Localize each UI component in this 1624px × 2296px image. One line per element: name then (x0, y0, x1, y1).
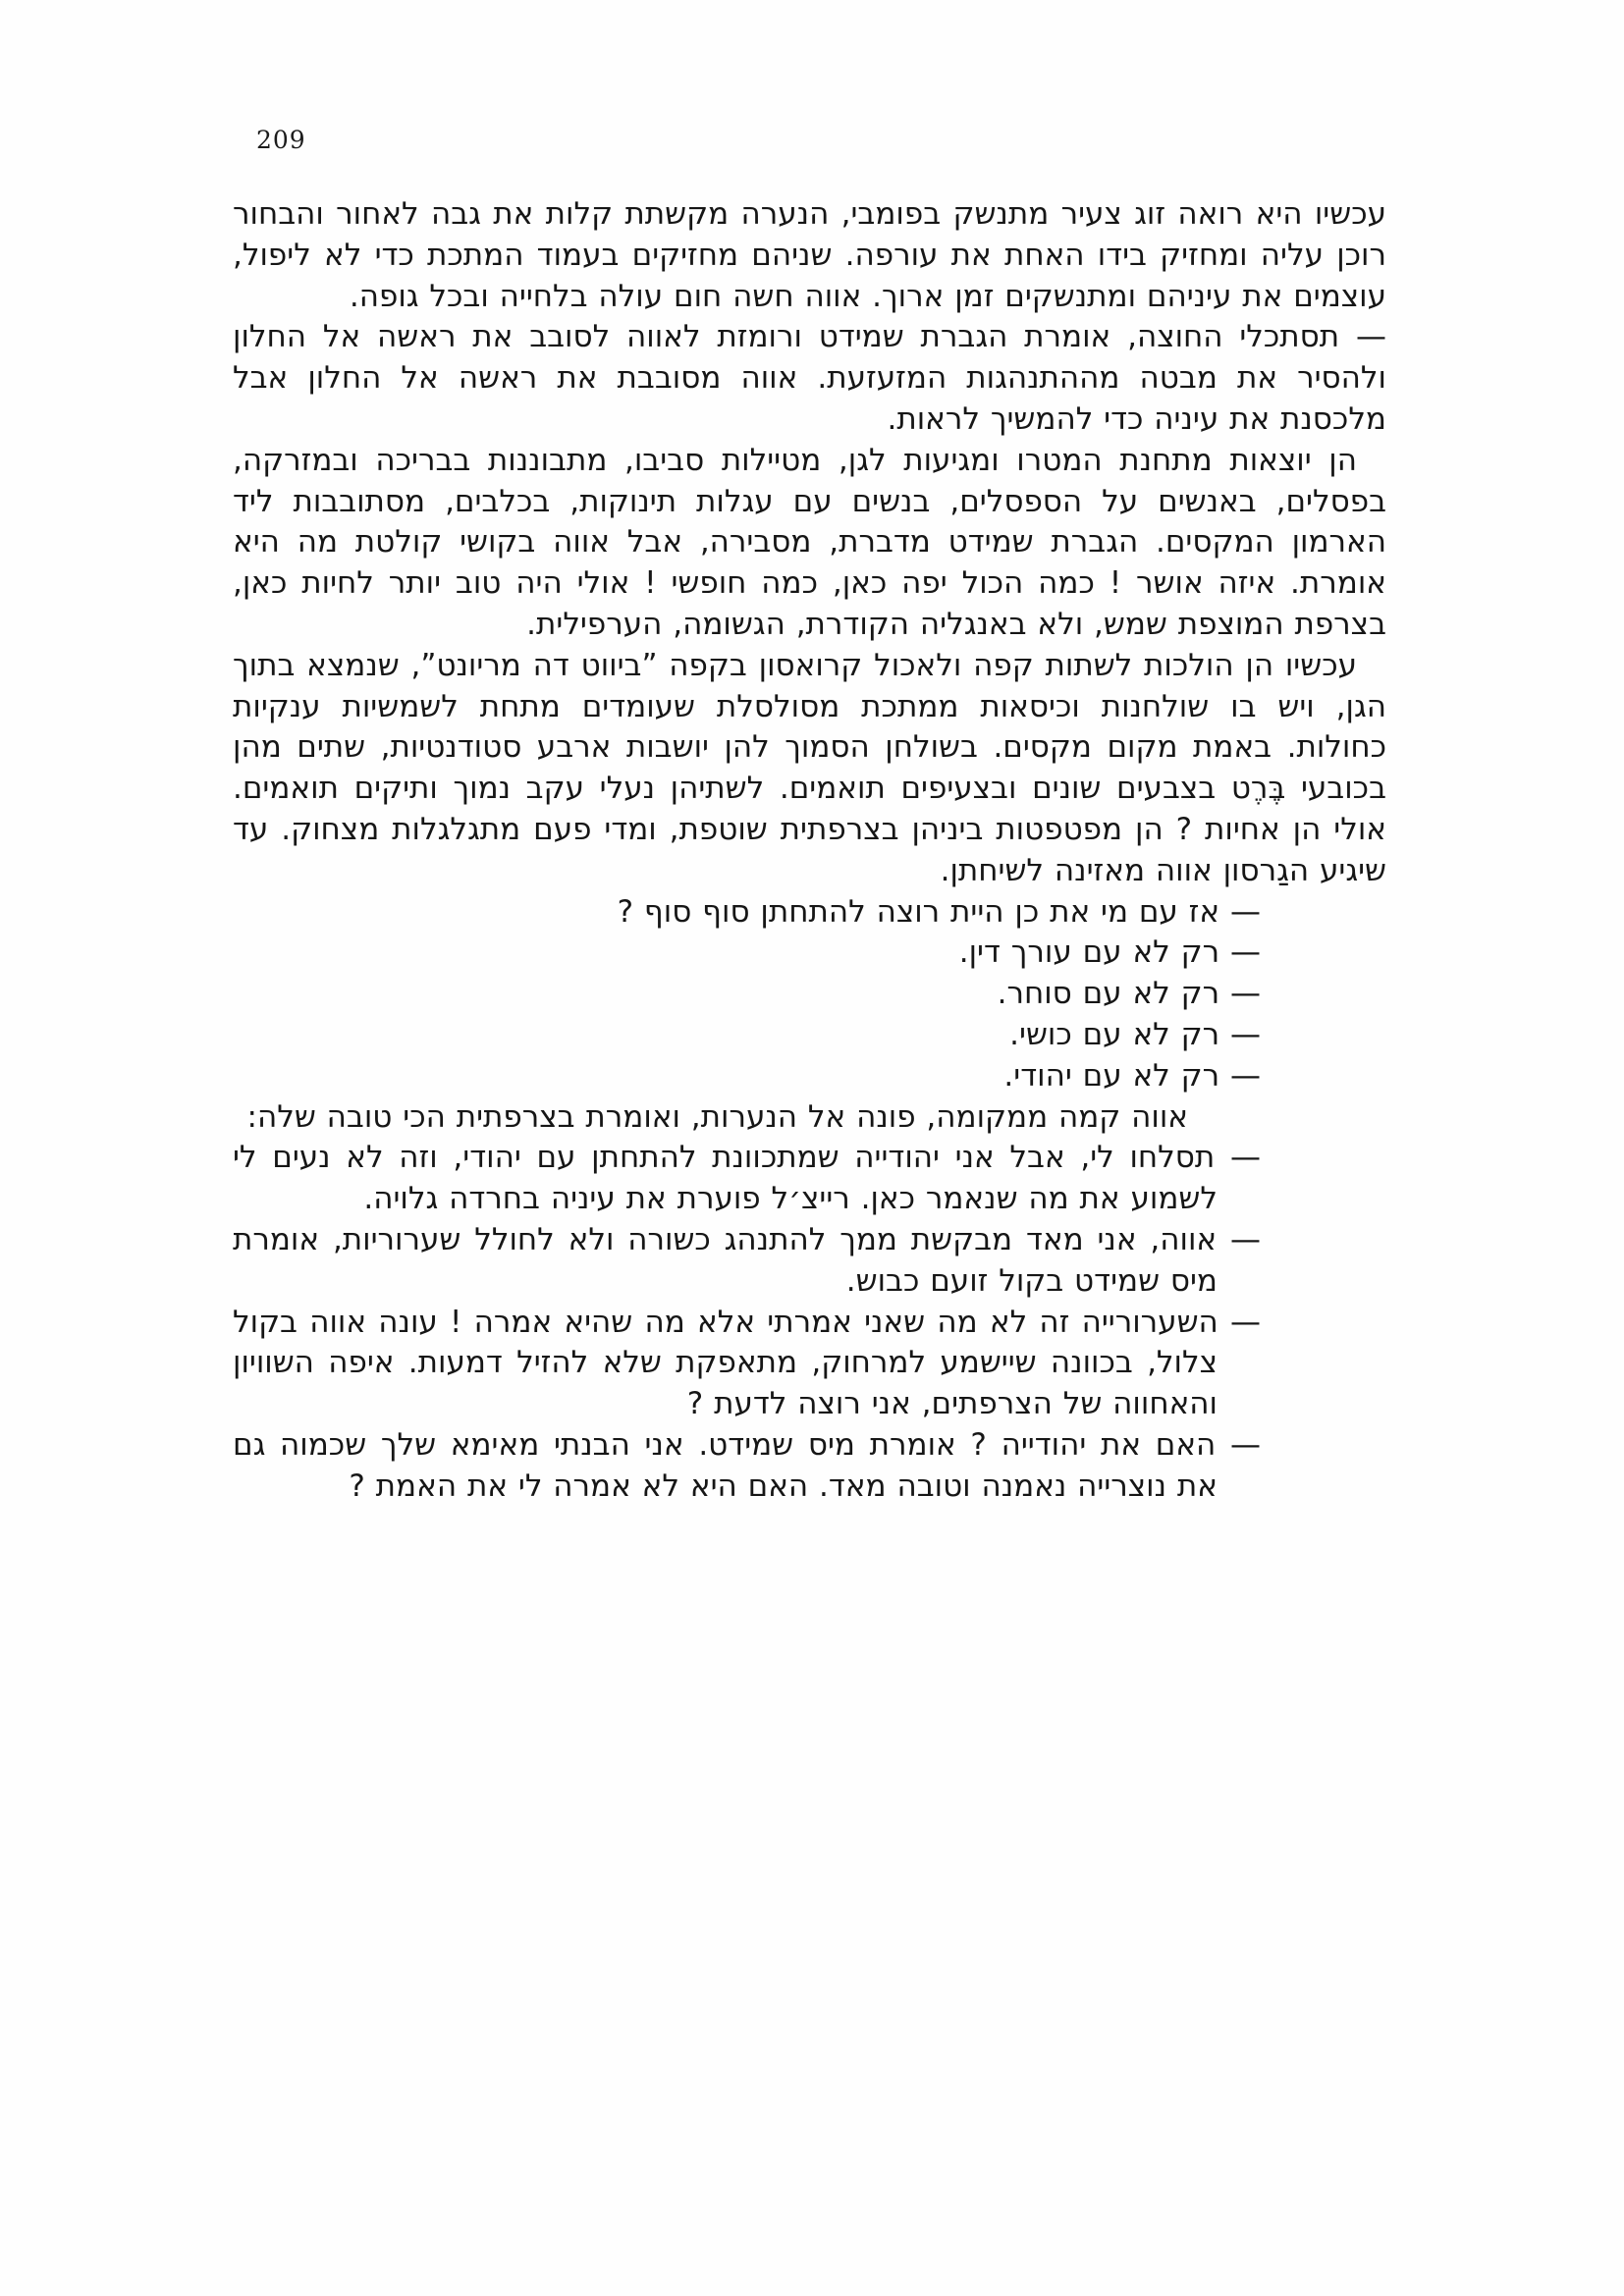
narrative-paragraph-kissing-couple: עכשיו היא רואה זוג צעיר מתנשק בפומבי, הנערה מקשתת קלות את גבה לאחור והבחור רוכן עליה ומחזיק בידו האחת את עורפה. שניהם מחזיקים בעמוד המתכת כדי לא ליפול, עוצמים את עיניהם ומתנשקים זמן ארוך. אווה חשה חום עולה בלחייה ובכל גופה. (233, 196, 1386, 314)
dialogue-line-not-a-lawyer: — רק לא עם עורך דין. (958, 934, 1261, 971)
dialogue-line-the-scandal: — השערורייה זה לא מה שאני אמרתי אלא מה שהיא אמרה ! עונה אווה בקול צלול, בכוונה שיישמע למרחוק, מתאפקת שלא להזיל דמעות. איפה השוויון והאחווה של הצרפתים, אני רוצה לדעת ? (233, 1304, 1261, 1422)
dialogue-paragraph-look-outside: — תסתכלי החוצה, אומרת הגברת שמידט ורומזת לאווה לסובב את ראשה אל החלון ולהסיר את מבטה מההתנהגות המזעזעת. אווה מסובבת את ראשה אל החלון אבל מלכסנת את עיניה כדי להמשיך לראות. (233, 319, 1386, 437)
page-number: 209 (256, 126, 306, 154)
dialogue-line-behave-properly: — אווה, אני מאד מבקשת ממך להתנהג כשורה ולא לחולל שערוריות, אומרת מיס שמידט בקול זועם כבוש. (233, 1221, 1261, 1299)
dialogue-line-not-kushi: — רק לא עם כושי. (1009, 1016, 1261, 1052)
narrative-paragraph-garden-walk: הן יוצאות מתחנת המטרו ומגיעות לגן, מטיילות סביבו, מתבוננות בבריכה ובמזרקה, בפסלים, באנשים על הספסלים, בנשים עם עגלות תינוקות, בכלבים, מסתובבות ליד הארמון המקסים. הגברת שמידט מדברת, מסבירה, אבל אווה בקושי קולטת מה היא אומרת. איזה אושר ! כמה הכול יפה כאן, כמה חופשי ! אולי היה טוב יותר לחיות כאן, בצרפת המוצפת שמש, ולא באנגליה הקודרת, הגשומה, הערפילית. (233, 442, 1386, 642)
dialogue-line-are-you-jewish: — האם את יהודייה ? אומרת מיס שמידט. אני הבנתי מאימא שלך שכמוה גם את נוצרייה נאמנה וטובה מאד. האם היא לא אמרה לי את האמת ? (233, 1426, 1261, 1504)
narrative-paragraph-cafe: עכשיו הן הולכות לשתות קפה ולאכול קרואסון בקפה ”ביווט דה מריונט”, שנמצא בתוך הגן, ויש בו שולחנות וכיסאות ממתכת מסולסלת שעומדים מתחת לשמשיות ענקיות כחולות. באמת מקום מקסים. בשולחן הסמוך להן יושבות ארבע סטודנטיות, שתים מהן בכובעי בֶּרֶט בצבעים שונים ובצעיפים תואמים. לשתיהן נעלי עקב נמוך ותיקים תואמים. אולי הן אחיות ? הן מפטפטות ביניהן בצרפתית שוטפת, ומדי פעם מתגלגלות מצחוק. עד שיגיע הגַרסון אווה מאזינה לשיחתן. (233, 647, 1386, 888)
dialogue-line-not-a-jew: — רק לא עם יהודי. (1003, 1057, 1261, 1094)
dialogue-block (233, 892, 1386, 1508)
dialogue-line-who-would-you-marry: — אז עם מי את כן היית רוצה להתחתן סוף סוף ? (617, 893, 1261, 930)
text-block (233, 194, 1386, 1508)
narration-eva-stands-up: אווה קמה ממקומה, פונה אל הנערות, ואומרת בצרפתית הכי טובה שלה: (246, 1098, 1188, 1135)
dialogue-line-excuse-me: — תסלחו לי, אבל אני יהודייה שמתכוונת להתחתן עם יהודי, וזה לא נעים לי לשמוע את מה שנאמר כאן. רייצ׳ל פוערת את עיניה בחרדה גלויה. (233, 1140, 1261, 1217)
dialogue-line-not-a-merchant: — רק לא עם סוחר. (997, 976, 1261, 1012)
